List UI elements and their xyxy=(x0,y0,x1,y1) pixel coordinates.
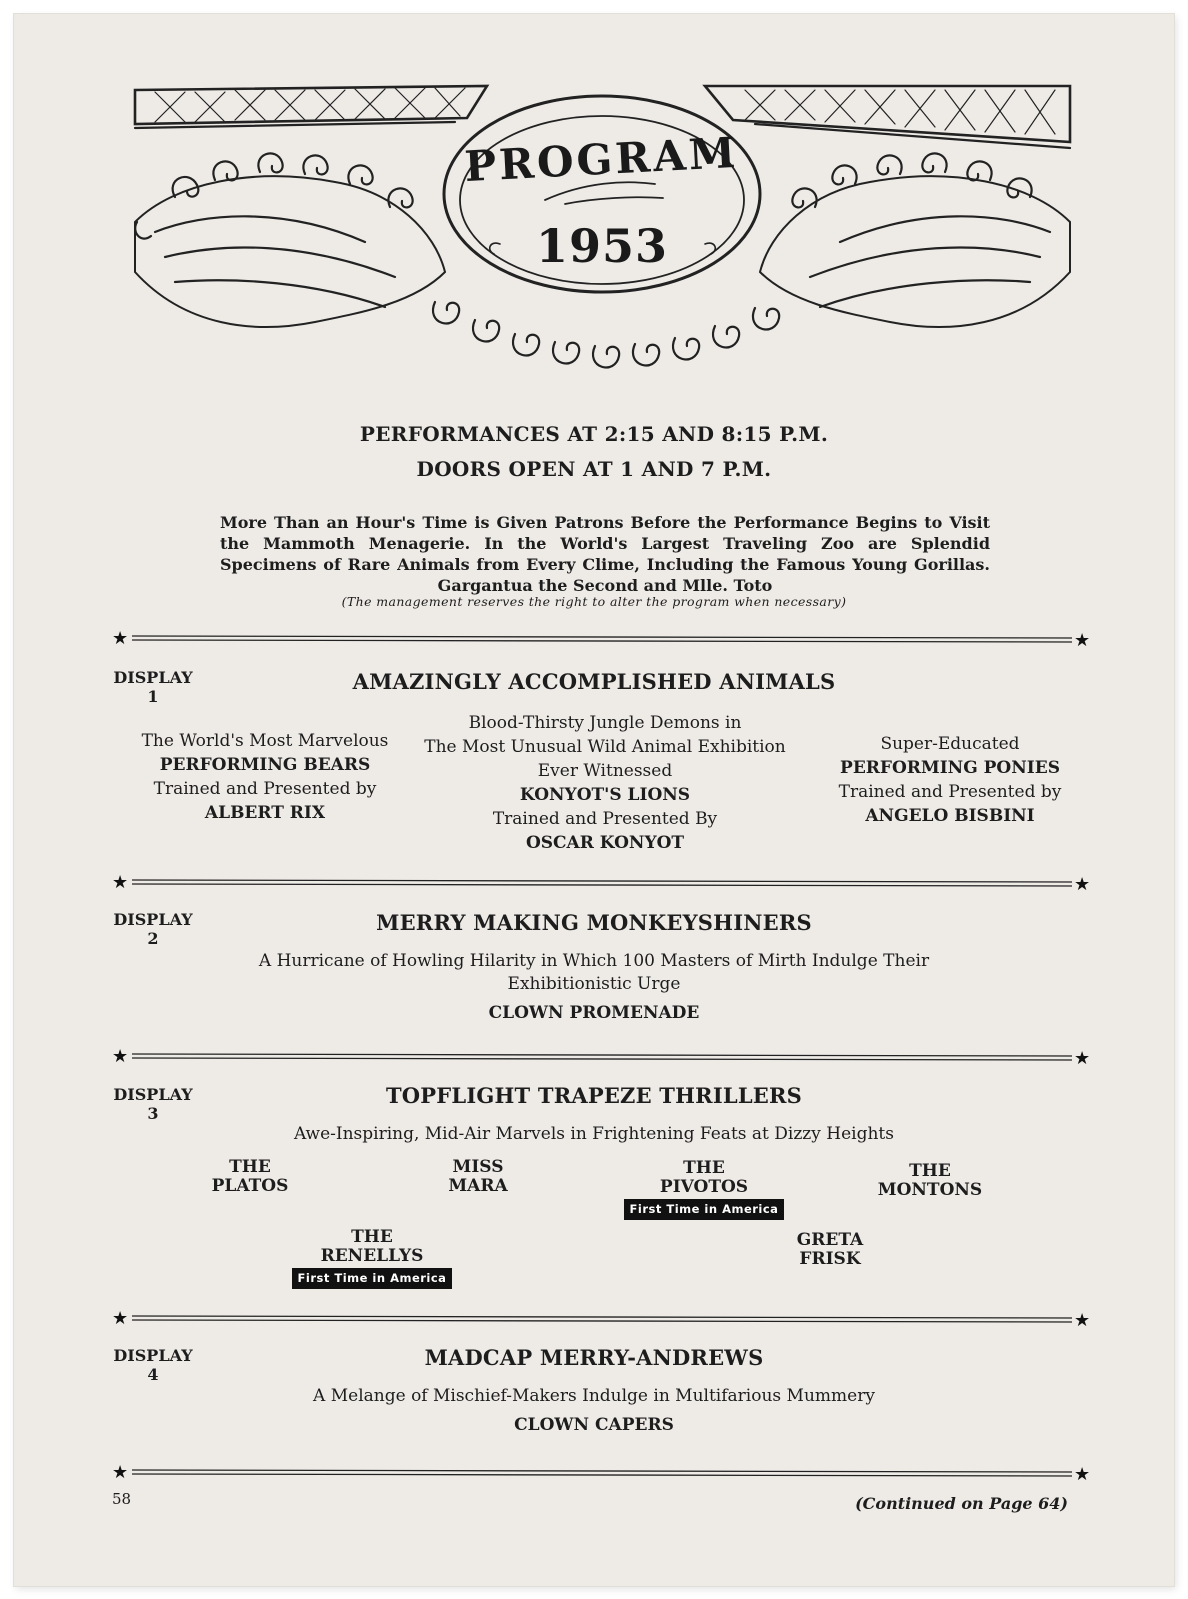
display-4-title: MADCAP MERRY-ANDREWS xyxy=(424,1345,764,1370)
act-performing-ponies: Super-Educated PERFORMING PONIES Trained and Presented by ANGELO BISBINI xyxy=(838,734,1062,826)
svg-text:★: ★ xyxy=(1074,1048,1091,1066)
performance-times: PERFORMANCES AT 2:15 AND 8:15 P.M. xyxy=(359,422,829,446)
svg-text:★: ★ xyxy=(112,1308,129,1328)
display-4-label: DISPLAY 4 xyxy=(113,1346,193,1384)
svg-text:★: ★ xyxy=(112,628,129,648)
management-note: (The management reserves the right to alter the program when necessary) xyxy=(341,594,847,609)
display-3-description: Awe-Inspiring, Mid-Air Marvels in Frightening Feats at Dizzy Heights xyxy=(294,1124,894,1144)
display-3-title: TOPFLIGHT TRAPEZE THRILLERS xyxy=(385,1083,803,1108)
svg-text:★: ★ xyxy=(1074,1464,1091,1482)
doors-open-times: DOORS OPEN AT 1 AND 7 P.M. xyxy=(416,457,772,481)
svg-text:★: ★ xyxy=(112,1046,129,1066)
act-performing-bears: The World's Most Marvelous PERFORMING BEARS Trained and Presented by ALBERT RIX xyxy=(141,731,389,823)
performer-the-montons: THE MONTONS xyxy=(877,1161,983,1200)
continued-note: (Continued on Page 64) xyxy=(855,1494,1068,1513)
display-2-description-line1: A Hurricane of Howling Hilarity in Which 100 Masters of Mirth Indulge Their xyxy=(258,951,930,971)
svg-text:★: ★ xyxy=(112,872,129,892)
display-2-description-line2: Exhibitionistic Urge xyxy=(507,974,681,994)
star-divider xyxy=(112,1308,1092,1328)
display-2-label: DISPLAY 2 xyxy=(113,910,193,948)
first-time-badge: First Time in America xyxy=(624,1199,785,1220)
display-2-title: MERRY MAKING MONKEYSHINERS xyxy=(376,910,812,935)
svg-text:★: ★ xyxy=(112,1462,129,1482)
display-1-label: DISPLAY 1 xyxy=(113,668,193,706)
performer-miss-mara: MISS MARA xyxy=(448,1157,508,1196)
performer-the-platos: THE PLATOS xyxy=(211,1157,289,1196)
display-4-description: A Melange of Mischief-Makers Indulge in Multifarious Mummery xyxy=(313,1386,875,1406)
act-konyots-lions: Blood-Thirsty Jungle Demons in The Most Unusual Wild Animal Exhibition Ever Witnessed KONYOT'S LIONS Trained and Presented By OSCAR KONYOT xyxy=(424,713,786,853)
star-divider xyxy=(112,1462,1092,1482)
svg-text:★: ★ xyxy=(1074,630,1091,648)
performer-the-pivotos: THE PIVOTOS First Time in America xyxy=(614,1159,794,1220)
program-year: 1953 xyxy=(535,219,669,273)
display-3-label: DISPLAY 3 xyxy=(113,1085,193,1123)
performer-the-renellys: THE RENELLYS First Time in America xyxy=(282,1228,462,1289)
page-number: 58 xyxy=(112,1490,132,1508)
star-divider xyxy=(112,1046,1092,1066)
star-divider xyxy=(112,628,1092,648)
first-time-badge: First Time in America xyxy=(292,1268,453,1289)
display-2-act: CLOWN PROMENADE xyxy=(488,1003,700,1023)
display-1-title: AMAZINGLY ACCOMPLISHED ANIMALS xyxy=(352,669,836,694)
intro-paragraph: More Than an Hour's Time is Given Patrons Before the Performance Begins to Visit the Mammoth Menagerie. In the World's Largest Traveling Zoo are Splendid Specimens of Rare Animals from Every Clime, Including the Famous Young Gorillas. Gargantua the Second and Mlle. Toto xyxy=(220,513,990,595)
display-4-act: CLOWN CAPERS xyxy=(514,1415,674,1435)
star-divider xyxy=(112,872,1092,892)
program-header-illustration xyxy=(115,72,1090,372)
svg-text:★: ★ xyxy=(1074,1310,1091,1328)
performer-greta-frisk: GRETA FRISK xyxy=(796,1230,864,1269)
svg-text:★: ★ xyxy=(1074,874,1091,892)
program-heading: PROGRAM xyxy=(463,127,740,192)
